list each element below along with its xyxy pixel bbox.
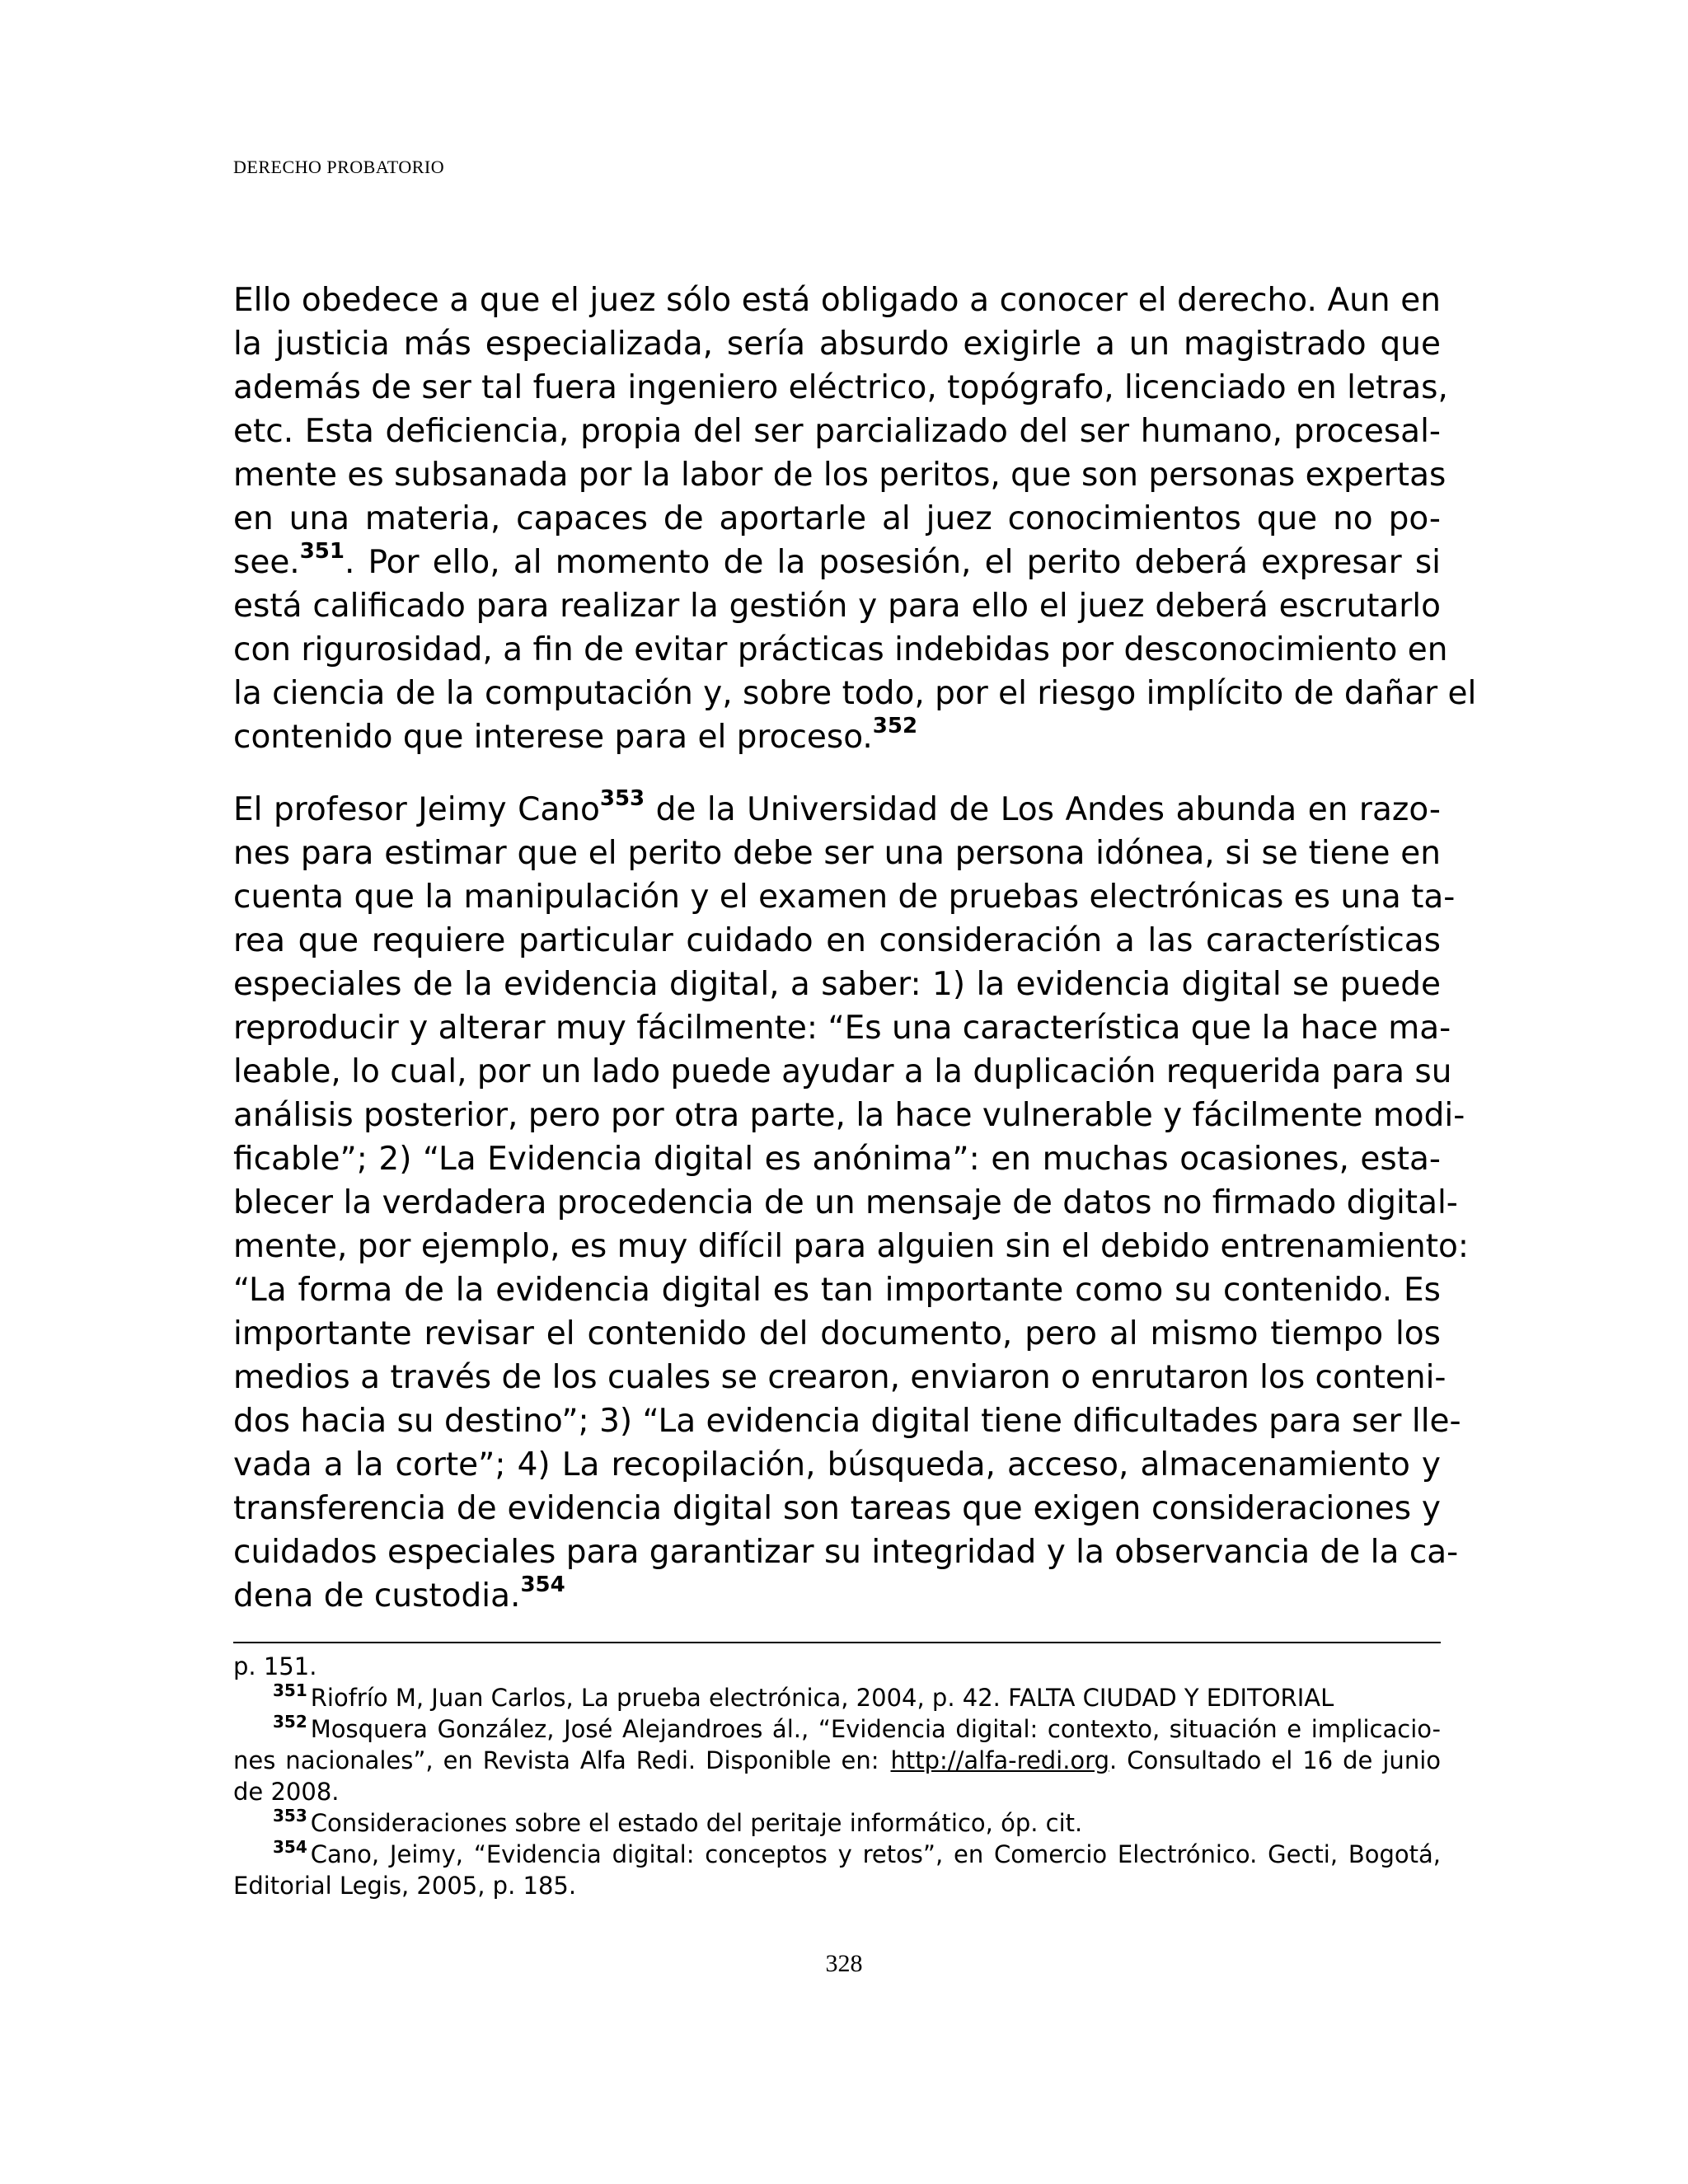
footnote-number: 352 — [273, 1712, 307, 1732]
footnote-354-line-2: Editorial Legis, 2005, p. 185. — [233, 1872, 577, 1900]
text-line: nes para estimar que el perito debe ser una persona idónea, si se tiene en — [233, 835, 1441, 872]
text-line: mente es subsanada por la labor de los peritos, que son personas expertas — [233, 457, 1447, 494]
paragraph-1 — [233, 279, 1477, 759]
text-line: transferencia de evidencia digital son tareas que exigen consideraciones y — [233, 1490, 1441, 1527]
footnote-link[interactable]: http://alfa-redi.org — [890, 1746, 1109, 1774]
footnotes — [233, 1651, 1441, 1901]
text-line — [233, 541, 1441, 584]
page-number: 328 — [825, 1950, 863, 1977]
footnote-text: Consideraciones sobre el estado del peritaje informático, óp. cit. — [310, 1809, 1083, 1837]
text-line: la ciencia de la computación y, sobre todo, por el riesgo implícito de dañar el — [233, 675, 1477, 712]
text-segment: El profesor Jeimy Cano — [233, 791, 600, 828]
footnote-ref-353[interactable]: 353 — [599, 786, 645, 811]
footnote-text: . Consultado el 16 de junio — [1109, 1746, 1441, 1774]
text-segment: contenido que interese para el proceso. — [233, 719, 873, 756]
text-line: con rigurosidad, a fin de evitar prácticas indebidas por desconocimiento en — [233, 631, 1448, 668]
footnote-354 — [233, 1839, 1441, 1870]
footnote-351 — [233, 1682, 1441, 1713]
footnote-divider — [233, 1642, 1441, 1643]
text-line: medios a través de los cuales se crearon, enviaron o enrutaron los conteni- — [233, 1359, 1447, 1396]
text-line: cuidados especiales para garantizar su integridad y la observancia de la ca- — [233, 1534, 1459, 1571]
footnote-number: 351 — [273, 1680, 307, 1700]
text-line: mente, por ejemplo, es muy difícil para alguien sin el debido entrenamiento: — [233, 1228, 1470, 1265]
text-line: la justicia más especializada, sería absurdo exigirle a un magistrado que — [233, 326, 1441, 363]
text-line: leable, lo cual, por un lado puede ayudar a la duplicación requerida para su — [233, 1053, 1452, 1090]
text-line: además de ser tal fuera ingeniero eléctrico, topógrafo, licenciado en letras, — [233, 369, 1448, 406]
text-segment: . Por ello, al momento de la posesión, el perito deberá expresar si — [345, 544, 1441, 581]
text-line: importante revisar el contenido del documento, pero al mismo tiempo los — [233, 1315, 1441, 1352]
text-line: análisis posterior, pero por otra parte, la hace vulnerable y fácilmente modi- — [233, 1097, 1465, 1134]
footnote-352 — [233, 1713, 1441, 1745]
footnote-number: 354 — [273, 1837, 307, 1857]
text-line: Ello obedece a que el juez sólo está obligado a conocer el derecho. Aun en — [233, 282, 1441, 319]
text-line: vada a la corte”; 4) La recopilación, búsqueda, acceso, almacenamiento y — [233, 1446, 1441, 1483]
text-line — [233, 715, 1441, 759]
text-line: etc. Esta deficiencia, propia del ser parcializado del ser humano, procesal- — [233, 413, 1441, 450]
footnote-continuation: p. 151. — [233, 1652, 317, 1680]
footnote-ref-354[interactable]: 354 — [520, 1572, 565, 1597]
text-line — [233, 1574, 1441, 1618]
running-header: DERECHO PROBATORIO — [233, 157, 445, 177]
text-line: en una materia, capaces de aportarle al juez conocimientos que no po- — [233, 500, 1441, 537]
text-line: cuenta que la manipulación y el examen de pruebas electrónicas es una ta- — [233, 879, 1456, 916]
footnote-ref-351[interactable]: 351 — [299, 539, 345, 564]
text-segment: dena de custodia. — [233, 1577, 521, 1615]
paragraph-2 — [233, 786, 1470, 1618]
text-line — [233, 788, 1441, 832]
footnote-352-line-2 — [233, 1745, 1441, 1776]
footnote-352-line-3: de 2008. — [233, 1778, 340, 1806]
text-line: dos hacia su destino”; 3) “La evidencia digital tiene dificultades para ser lle- — [233, 1403, 1461, 1440]
footnote-ref-352[interactable]: 352 — [872, 714, 918, 738]
text-line: reproducir y alterar muy fácilmente: “Es una característica que la hace ma- — [233, 1010, 1451, 1047]
text-line: rea que requiere particular cuidado en consideración a las características — [233, 922, 1441, 959]
text-line: especiales de la evidencia digital, a saber: 1) la evidencia digital se puede — [233, 966, 1441, 1003]
text-line: “La forma de la evidencia digital es tan importante como su contenido. Es — [233, 1272, 1441, 1309]
footnote-text: Cano, Jeimy, “Evidencia digital: conceptos y retos”, en Comercio Electrónico. Gecti, Bogotá, — [310, 1840, 1441, 1868]
footnote-text: Riofrío M, Juan Carlos, La prueba electrónica, 2004, p. 42. FALTA CIUDAD Y EDITORIAL — [310, 1684, 1334, 1712]
footnote-353 — [233, 1807, 1441, 1839]
text-segment: de la Universidad de Los Andes abunda en razo- — [645, 791, 1441, 828]
footnote-number: 353 — [273, 1806, 307, 1825]
footnote-text: Mosquera González, José Alejandroes ál., “Evidencia digital: contexto, situación e implicacio- — [310, 1715, 1441, 1743]
text-line: está calificado para realizar la gestión y para ello el juez deberá escrutarlo — [233, 588, 1441, 625]
text-segment: see. — [233, 544, 300, 581]
text-line: blecer la verdadera procedencia de un mensaje de datos no firmado digital- — [233, 1184, 1458, 1221]
footnote-text: nes nacionales”, en Revista Alfa Redi. Disponible en: — [233, 1746, 879, 1774]
text-line: ficable”; 2) “La Evidencia digital es anónima”: en muchas ocasiones, esta- — [233, 1141, 1441, 1178]
